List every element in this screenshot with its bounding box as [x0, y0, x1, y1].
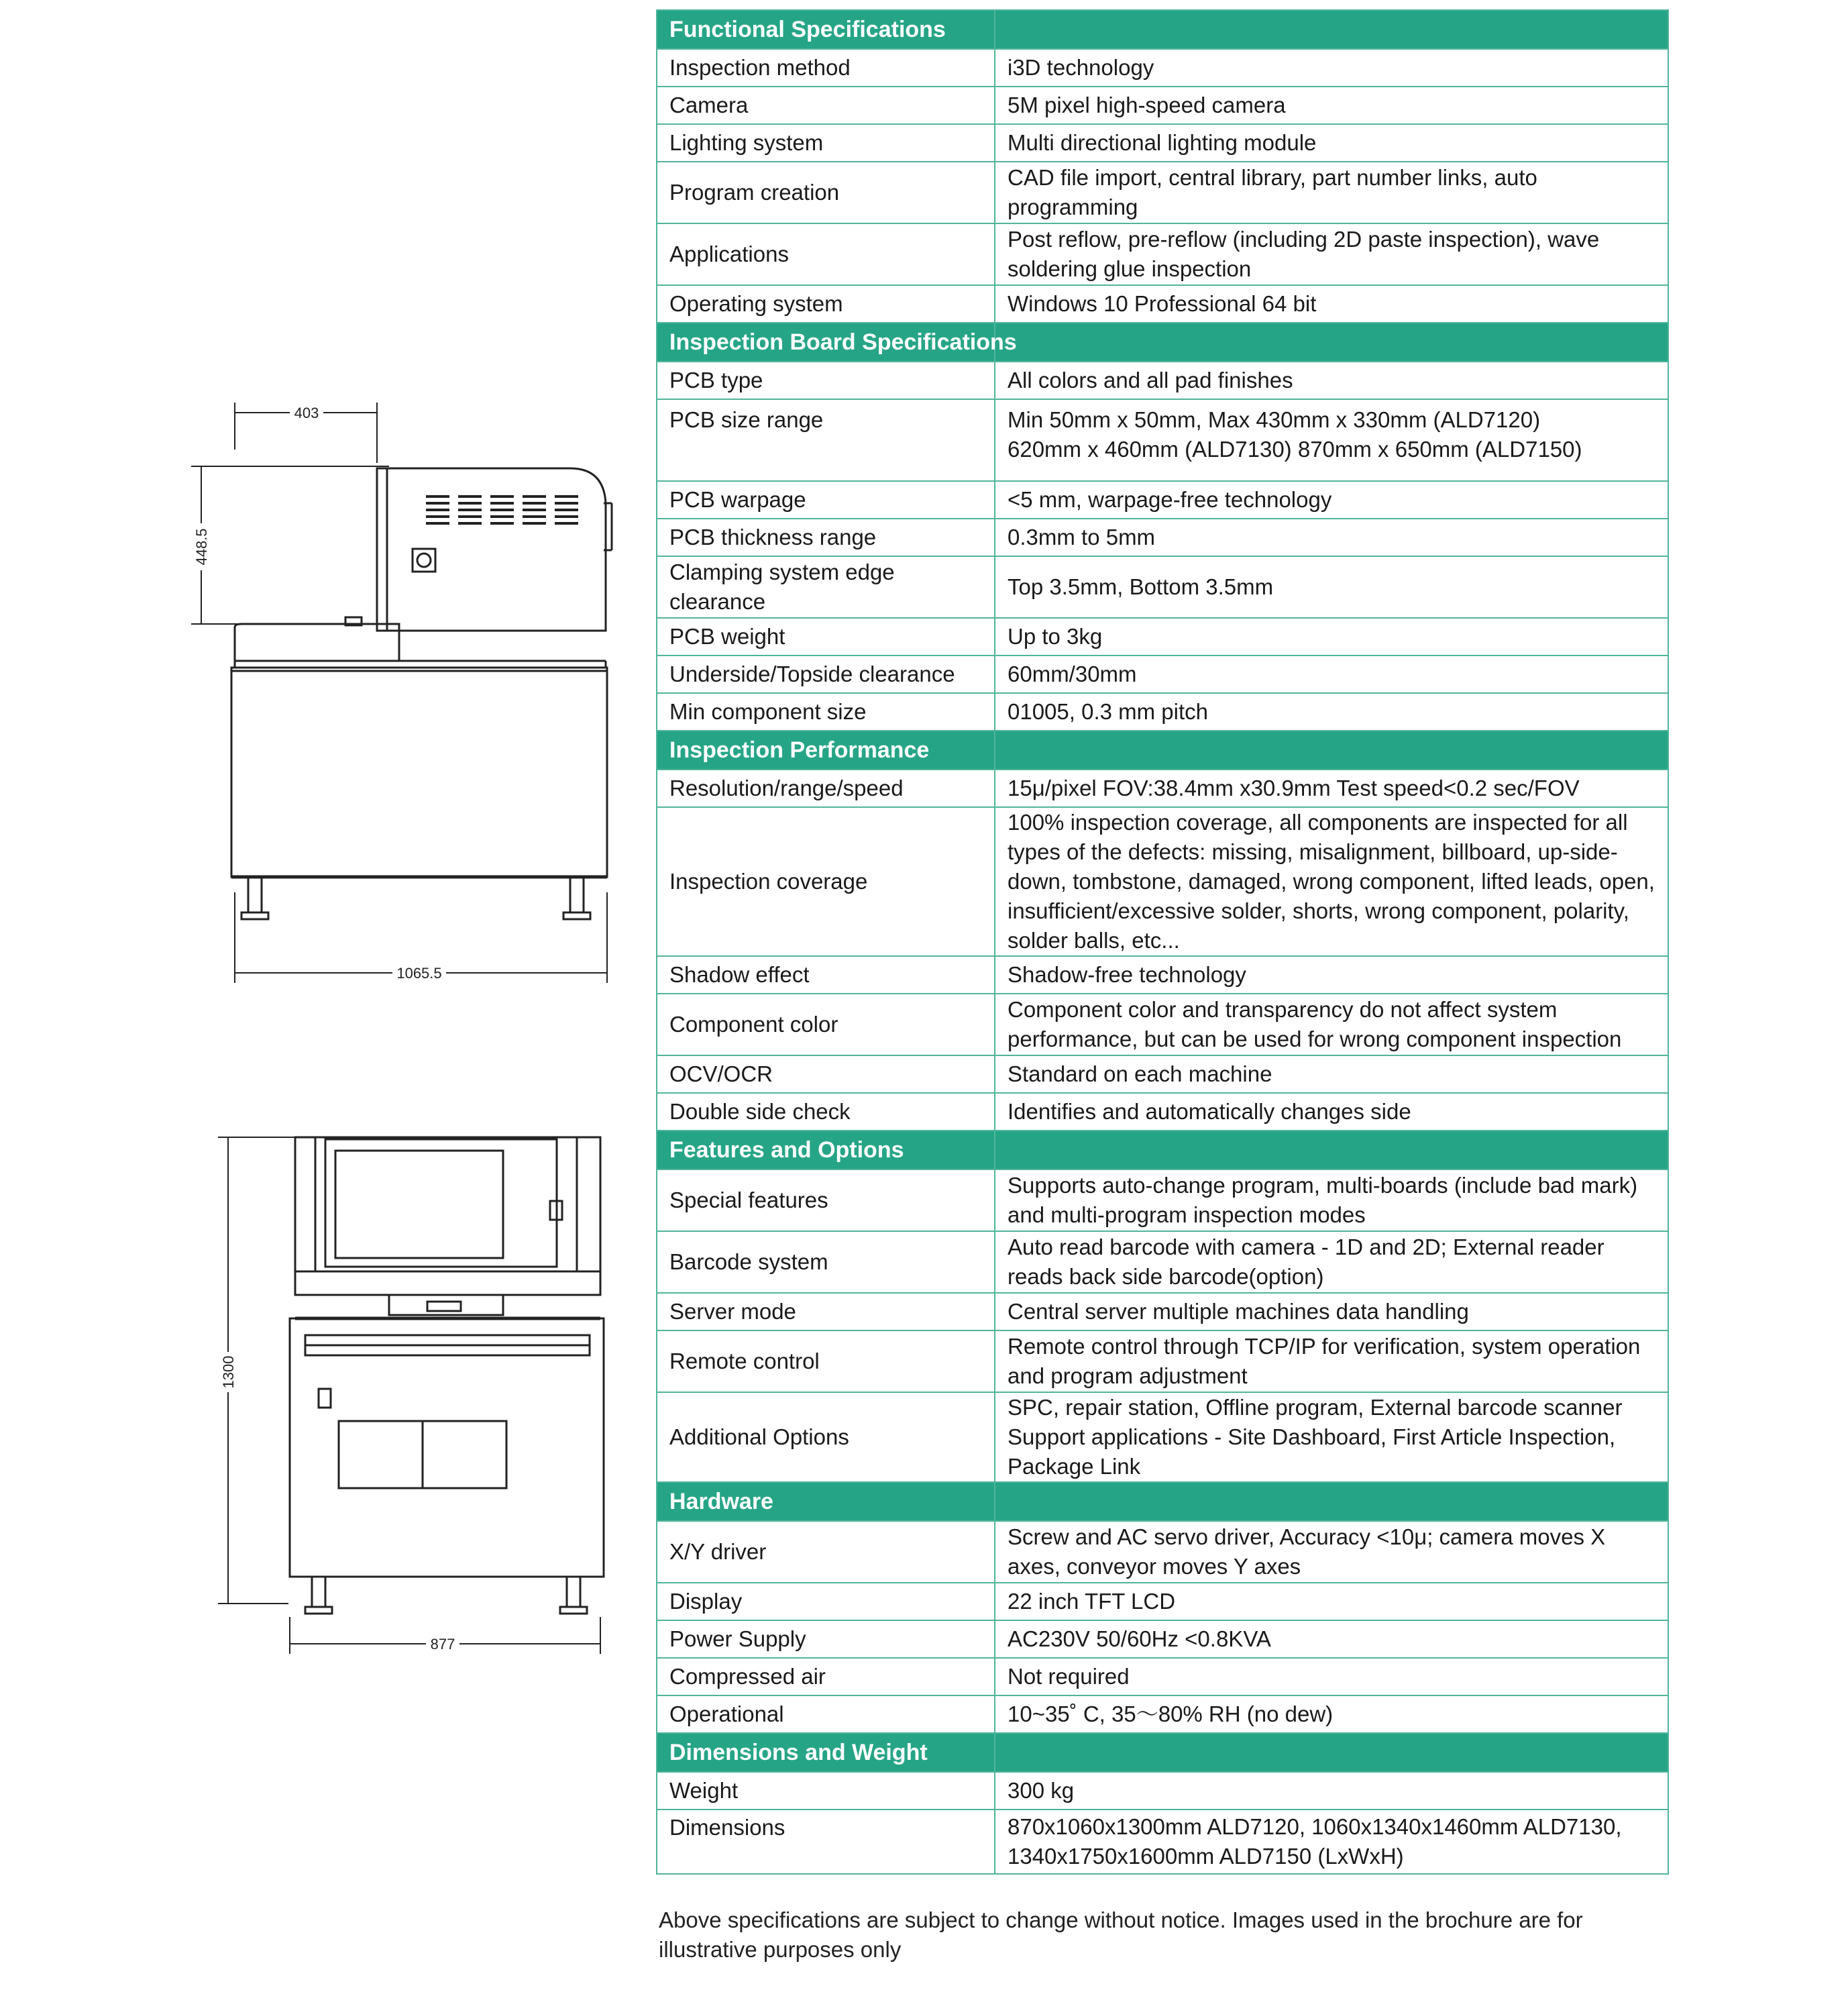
table-row	[657, 618, 1668, 656]
front-height-label: 1300	[220, 1355, 237, 1389]
spec-value: 0.3mm to 5mm	[995, 519, 1668, 556]
spec-label: Compressed air	[657, 1658, 995, 1695]
table-row	[657, 1772, 1668, 1810]
section-header-hardware	[657, 1482, 1668, 1521]
table-row	[657, 556, 1668, 618]
spec-value: CAD file import, central library, part number links, auto programming	[995, 162, 1668, 223]
section-header-performance	[657, 731, 1668, 770]
spec-value: Multi directional lighting module	[995, 124, 1668, 162]
table-row	[657, 1620, 1668, 1658]
spec-value: 5M pixel high-speed camera	[995, 87, 1668, 124]
spec-label: Operating system	[657, 285, 995, 323]
spec-value-line: Support applications - Site Dashboard, First Article Inspection, Package Link	[1008, 1424, 1616, 1479]
table-row	[657, 1231, 1668, 1293]
spec-label: PCB thickness range	[657, 519, 995, 556]
table-row	[657, 124, 1668, 162]
spec-label: Inspection method	[657, 49, 995, 87]
spec-label: Special features	[657, 1169, 995, 1231]
table-row	[657, 481, 1668, 519]
spec-label: Camera	[657, 87, 995, 124]
section-title: Features and Options	[657, 1131, 995, 1169]
spec-label: Display	[657, 1583, 995, 1620]
table-row	[657, 162, 1668, 223]
table-row	[657, 223, 1668, 285]
spec-label: Shadow effect	[657, 956, 995, 994]
table-row	[657, 399, 1668, 481]
spec-value: 15μ/pixel FOV:38.4mm x30.9mm Test speed<0.2 sec/FOV	[995, 770, 1668, 807]
table-row	[657, 1093, 1668, 1131]
spec-label: Double side check	[657, 1093, 995, 1131]
spec-value: 300 kg	[995, 1772, 1668, 1810]
spec-value: Supports auto-change program, multi-boards (include bad mark) and multi-program inspection modes	[995, 1169, 1668, 1231]
table-row	[657, 1392, 1668, 1482]
spec-value: Standard on each machine	[995, 1055, 1668, 1093]
spec-value: All colors and all pad finishes	[995, 362, 1668, 399]
spec-table-container	[656, 9, 1668, 1875]
spec-value: Not required	[995, 1658, 1668, 1695]
spec-label: X/Y driver	[657, 1521, 995, 1583]
side-width-label: 403	[294, 405, 319, 421]
table-row	[657, 1695, 1668, 1733]
table-row	[657, 1810, 1668, 1874]
spec-value: Component color and transparency do not affect system performance, but can be used for wrong component inspection	[995, 994, 1668, 1055]
spec-value-line: 620mm x 460mm (ALD7130) 870mm x 650mm (ALD7150)	[1008, 437, 1582, 462]
spec-label: Weight	[657, 1772, 995, 1810]
section-title: Inspection Board Specifications	[657, 323, 995, 362]
table-row	[657, 1169, 1668, 1231]
section-title: Hardware	[657, 1482, 995, 1521]
spec-value-line: SPC, repair station, Offline program, External barcode scanner	[1008, 1395, 1623, 1420]
table-row	[657, 49, 1668, 87]
table-row	[657, 807, 1668, 956]
table-row	[657, 362, 1668, 399]
spec-value: Windows 10 Professional 64 bit	[995, 285, 1668, 323]
spec-label: Additional Options	[657, 1392, 995, 1482]
spec-label: Underside/Topside clearance	[657, 656, 995, 693]
table-row	[657, 1330, 1668, 1392]
table-row	[657, 87, 1668, 124]
section-title: Functional Specifications	[657, 10, 995, 49]
spec-label: Component color	[657, 994, 995, 1055]
table-row	[657, 1583, 1668, 1620]
spec-label: PCB type	[657, 362, 995, 399]
spec-label: Lighting system	[657, 124, 995, 162]
spec-label: Min component size	[657, 693, 995, 731]
spec-value	[995, 399, 1668, 481]
spec-value: 100% inspection coverage, all components are inspected for all types of the defects: missing, misalignment, billboard, up-side-down, tombstone, damaged, wrong component, lifted leads, open, insufficient/excessive solder, shorts, wrong component, polarity, solder balls, etc...	[995, 807, 1668, 956]
spec-label: Applications	[657, 223, 995, 285]
table-row	[657, 956, 1668, 994]
spec-label: Power Supply	[657, 1620, 995, 1658]
spec-value: Up to 3kg	[995, 618, 1668, 656]
side-height-label: 448.5	[193, 528, 210, 566]
table-row	[657, 770, 1668, 807]
spec-label: Remote control	[657, 1330, 995, 1392]
spec-label: PCB warpage	[657, 481, 995, 519]
spec-value: Post reflow, pre-reflow (including 2D paste inspection), wave soldering glue inspection	[995, 223, 1668, 285]
spec-value: <5 mm, warpage-free technology	[995, 481, 1668, 519]
spec-label: Resolution/range/speed	[657, 770, 995, 807]
spec-value: 870x1060x1300mm ALD7120, 1060x1340x1460mm ALD7130, 1340x1750x1600mm ALD7150 (LxWxH)	[995, 1810, 1668, 1874]
spec-value: 01005, 0.3 mm pitch	[995, 693, 1668, 731]
section-title: Inspection Performance	[657, 731, 995, 770]
spec-label: Operational	[657, 1695, 995, 1733]
section-header-dimensions	[657, 1733, 1668, 1772]
spec-value: AC230V 50/60Hz <0.8KVA	[995, 1620, 1668, 1658]
spec-value: Identifies and automatically changes side	[995, 1093, 1668, 1131]
spec-label: Program creation	[657, 162, 995, 223]
front-width-label: 877	[430, 1636, 455, 1653]
table-row	[657, 1293, 1668, 1330]
section-header-features	[657, 1131, 1668, 1169]
side-view-drawing	[168, 396, 637, 1000]
spec-value: Central server multiple machines data handling	[995, 1293, 1668, 1330]
spec-value: Top 3.5mm, Bottom 3.5mm	[995, 556, 1668, 618]
spec-value: 60mm/30mm	[995, 656, 1668, 693]
table-row	[657, 693, 1668, 731]
spec-table	[656, 9, 1669, 1875]
front-view-drawing	[201, 1120, 637, 1657]
section-title: Dimensions and Weight	[657, 1733, 995, 1772]
spec-label: Barcode system	[657, 1231, 995, 1293]
spec-label: Server mode	[657, 1293, 995, 1330]
spec-label: PCB size range	[657, 399, 995, 481]
spec-label: OCV/OCR	[657, 1055, 995, 1093]
spec-value: 22 inch TFT LCD	[995, 1583, 1668, 1620]
table-row	[657, 994, 1668, 1055]
spec-label: Clamping system edge clearance	[657, 556, 995, 618]
table-row	[657, 1658, 1668, 1695]
spec-label: PCB weight	[657, 618, 995, 656]
spec-value	[995, 1392, 1668, 1482]
spec-value: 10~35˚ C, 35～80% RH (no dew)	[995, 1695, 1668, 1733]
table-row	[657, 1521, 1668, 1583]
side-depth-label: 1065.5	[396, 965, 442, 982]
spec-value: i3D technology	[995, 49, 1668, 87]
spec-value: Screw and AC servo driver, Accuracy <10μ; camera moves X axes, conveyor moves Y axes	[995, 1521, 1668, 1583]
table-row	[657, 656, 1668, 693]
section-header-board	[657, 323, 1668, 362]
spec-value: Shadow-free technology	[995, 956, 1668, 994]
section-header-functional	[657, 10, 1668, 49]
table-row	[657, 1055, 1668, 1093]
spec-label: Dimensions	[657, 1810, 995, 1874]
spec-value: Auto read barcode with camera - 1D and 2D; External reader reads back side barcode(option)	[995, 1231, 1668, 1293]
spec-value-line: Min 50mm x 50mm, Max 430mm x 330mm (ALD7120)	[1008, 407, 1541, 432]
spec-value: Remote control through TCP/IP for verification, system operation and program adjustment	[995, 1330, 1668, 1392]
table-row	[657, 519, 1668, 556]
spec-label: Inspection coverage	[657, 807, 995, 956]
disclaimer-footnote: Above specifications are subject to change without notice. Images used in the brochure are for illustrative purposes only	[659, 1907, 1583, 1962]
table-row	[657, 285, 1668, 323]
